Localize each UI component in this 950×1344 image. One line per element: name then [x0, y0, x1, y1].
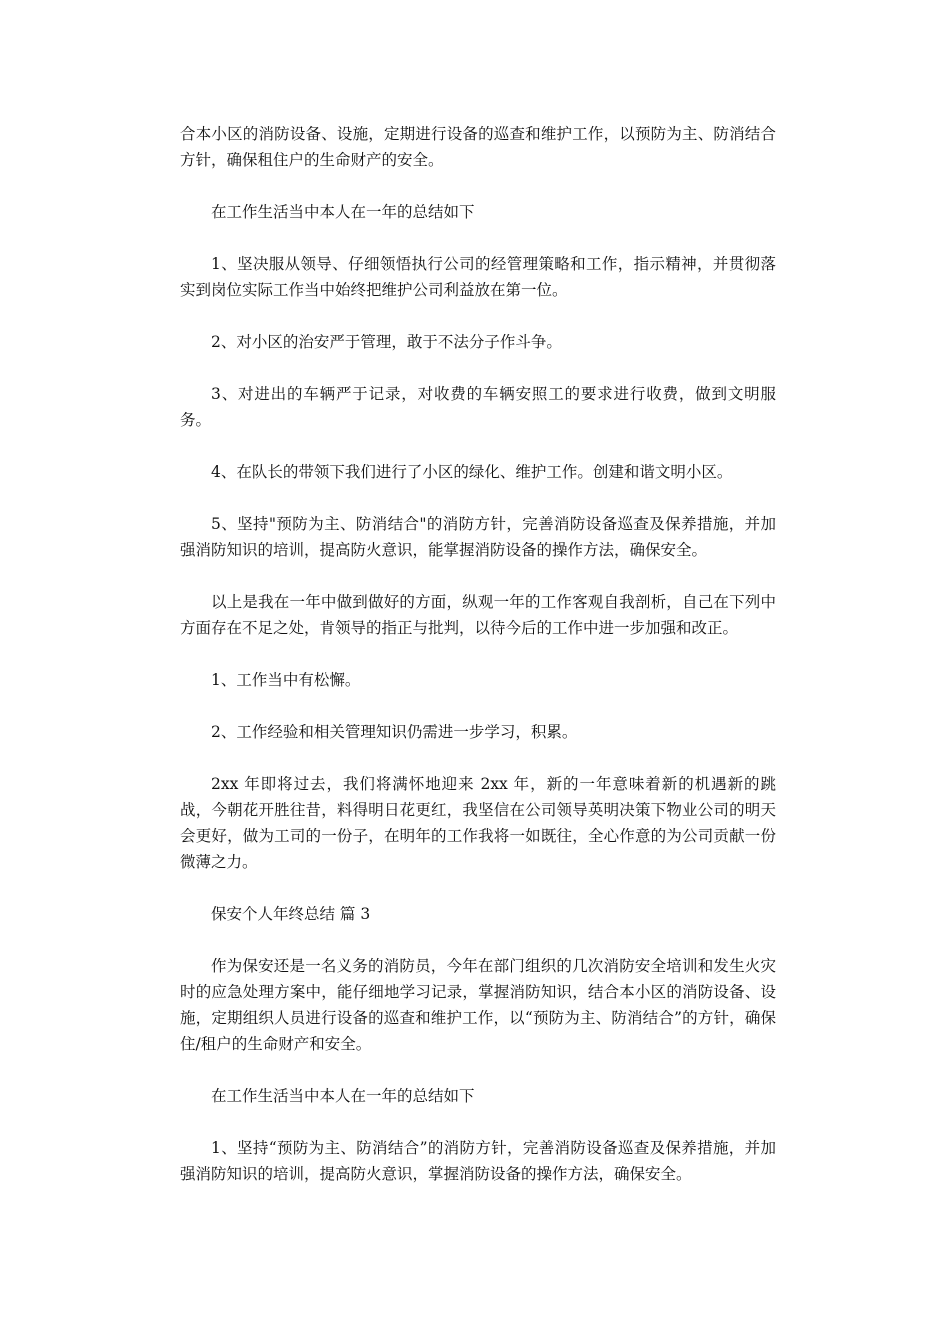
list-item-2: 2、对小区的治安严于管理，敢于不法分子作斗争。	[211, 333, 562, 351]
section-title: 保安个人年终总结 篇 3	[211, 905, 371, 923]
shortcoming-item-2: 2、工作经验和相关管理知识仍需进一步学习，积累。	[211, 723, 578, 741]
document-body	[180, 121, 776, 1213]
list-item-3: 3、对进出的车辆严于记录，对收费的车辆安照工的要求进行收费，做到文明服务。	[180, 385, 776, 429]
section-intro-paragraph: 作为保安还是一名义务的消防员，今年在部门组织的几次消防安全培训和发生火灾时的应急处理方案中，能仔细地学习记录，掌握消防知识，结合本小区的消防设备、设施，定期组织人员进行设备的巡查和维护工作，以“预防为主、防消结合”的方针，确保住/租户的生命财产和安全。	[180, 957, 776, 1053]
summary-paragraph: 以上是我在一年中做到做好的方面，纵观一年的工作客观自我剖析，自己在下列中方面存在不足之处，肯领导的指正与批判，以待今后的工作中进一步加强和改正。	[180, 593, 776, 637]
section-intro-heading: 在工作生活当中本人在一年的总结如下	[211, 203, 475, 221]
shortcoming-item-1: 1、工作当中有松懈。	[211, 671, 361, 689]
list-item-4: 4、在队长的带领下我们进行了小区的绿化、维护工作。创建和谐文明小区。	[211, 463, 733, 481]
paragraph-continuation: 合本小区的消防设备、设施，定期进行设备的巡查和维护工作，以预防为主、防消结合方针，确保租住户的生命财产的安全。	[180, 125, 776, 169]
closing-paragraph: 2xx 年即将过去，我们将满怀地迎来 2xx 年，新的一年意味着新的机遇新的跳战，今朝花开胜往昔，料得明日花更红，我坚信在公司领导英明决策下物业公司的明天会更好，做为工司的一份子，在明年的工作我将一如既往，全心作意的为公司贡献一份微薄之力。	[180, 775, 776, 871]
list-item-5: 5、坚持"预防为主、防消结合"的消防方针，完善消防设备巡查及保养措施，并加强消防知识的培训，提高防火意识，能掌握消防设备的操作方法，确保安全。	[180, 515, 776, 559]
section-list-item-1: 1、坚持“预防为主、防消结合”的消防方针，完善消防设备巡查及保养措施，并加强消防知识的培训，提高防火意识，掌握消防设备的操作方法，确保安全。	[180, 1139, 776, 1183]
section-summary-heading: 在工作生活当中本人在一年的总结如下	[211, 1087, 475, 1105]
list-item-1: 1、坚决服从领导、仔细领悟执行公司的经管理策略和工作，指示精神，并贯彻落实到岗位实际工作当中始终把维护公司利益放在第一位。	[180, 255, 776, 299]
